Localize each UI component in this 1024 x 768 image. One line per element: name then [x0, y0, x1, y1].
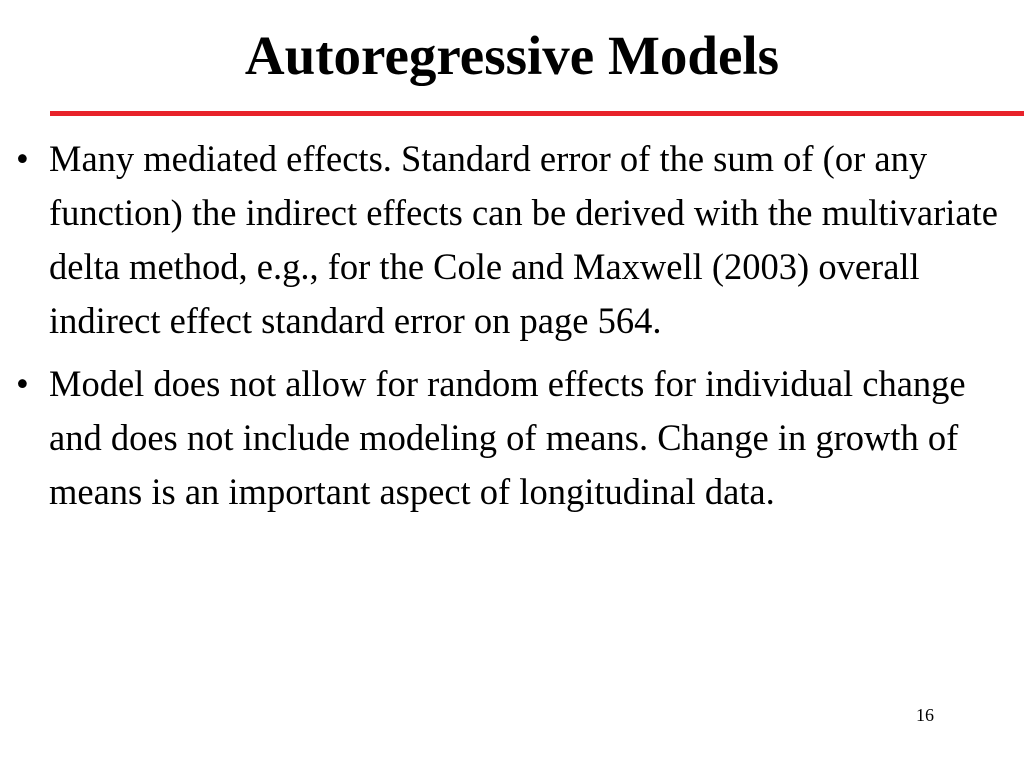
bullet-item [0, 357, 1024, 519]
bullet-list [0, 132, 1024, 528]
page-number: 16 [916, 705, 934, 725]
bullet-marker: • [16, 363, 29, 404]
bullet-marker: • [16, 138, 29, 179]
bullet-text: Model does not allow for random effects for individual change and does not include modeling of means. Change in growth of means is an important aspect of longitudinal data. [49, 363, 966, 512]
slide-title: Autoregressive Models [244, 25, 780, 86]
bullet-text: Many mediated effects. Standard error of the sum of (or any function) the indirect effects can be derived with the multivariate delta method, e.g., for the Cole and Maxwell (2003) overall indirect effect standard error on page 564. [49, 138, 998, 341]
bullet-item [0, 132, 1024, 348]
title-divider [50, 111, 1024, 116]
